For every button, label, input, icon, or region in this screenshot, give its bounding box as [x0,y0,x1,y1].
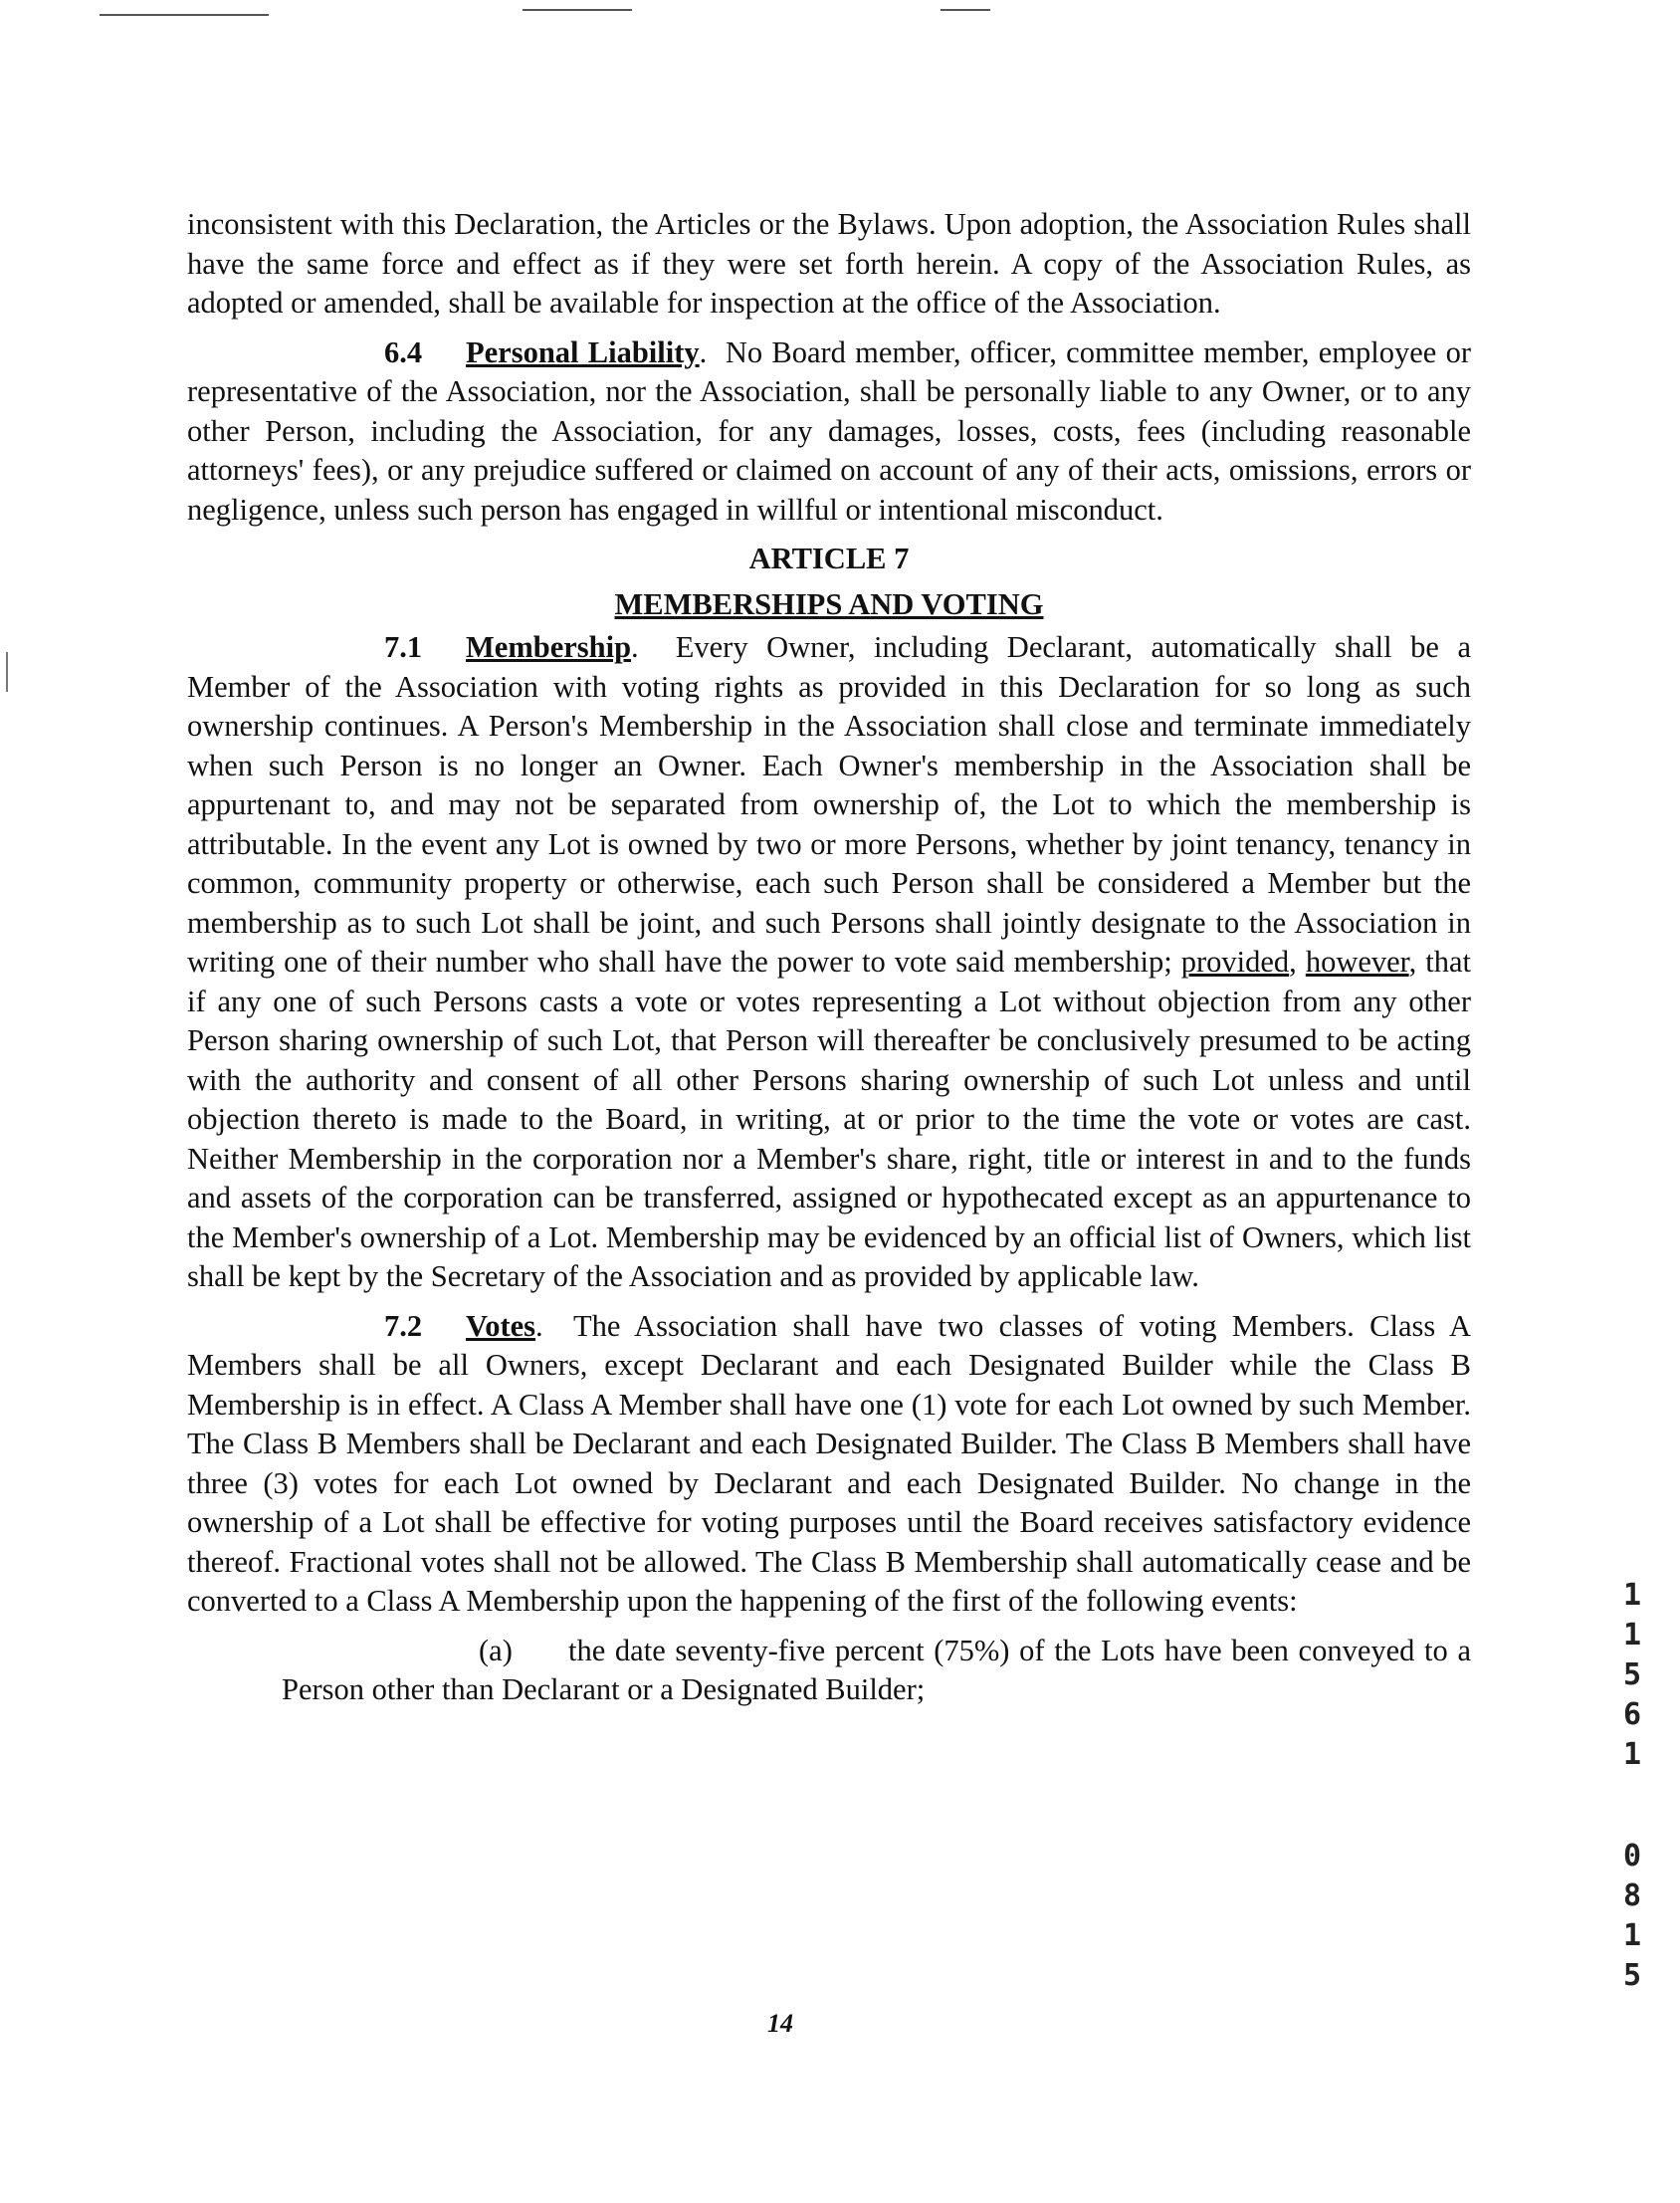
stamp-digit: 1 [1622,1578,1642,1613]
section-6-4: 6.4 Personal Liability. No Board member, officer, committee member, employee or representative of the Association, nor the Association, shall be personally liable to any Owner, or to any other Person, including the Association, for any damages, losses, costs, fees (including reasonable attorneys' fees), or any prejudice suffered or claimed on account of any of their acts, omissions, errors or negligence, unless such person has engaged in willful or intentional misconduct. [187,334,1471,527]
stamp-digit: 1 [1622,1618,1642,1652]
section-title: Personal Liability [466,334,700,369]
item-body: the date seventy-five percent (75%) of the Lots have been conveyed to a Person other than Declarant or a Designated Builder; [282,1633,1471,1706]
section-body-part1: Every Owner, including Declarant, automatically shall be a Member of the Association with voting rights as provided in this Declaration for so long as such ownership continues. A Person's Membership in the Association shall close and terminate immediately when such Person is no longer an Owner. Each Owner's membership in the Association shall be appurtenant to, and may not be separated from ownership of, the Lot to which the membership is attributable. In the event any Lot is owned by two or more Persons, whether by joint tenancy, tenancy in common, community property or otherwise, each such Person shall be considered a Member but the membership as to such Lot shall be joint, and such Persons shall jointly designate to the Association in writing one of their number who shall have the power to vote said membership; [187,630,1472,979]
scan-mark-top-center [523,9,632,11]
scan-mark-top-left [100,14,269,16]
stamp-digit: 0 [1622,1839,1642,1873]
stamp-digit: 1 [1622,1918,1642,1953]
side-stamp [1618,1576,1646,1996]
item-label: (a) [479,1633,513,1667]
section-body-part2: that if any one of such Persons casts a vote or votes representing a Lot without objection from any other Person sharing ownership of such Lot, that Person will thereafter be conclusively presumed to be acting with the authority and consent of all other Persons sharing ownership of such Lot unless and until objection thereto is made to the Board, in writing, at or prior to the time the vote or votes are cast. Neither Membership in the corporation nor a Member's share, right, title or interest in and to the funds and assets of the corporation can be transferred, assigned or hypothecated except as an appurtenance to the Member's ownership of a Lot. Membership may be evidenced by an official list of Owners, which list shall be kept by the Secretary of the Association and as provided by applicable law. [187,945,1472,1293]
section-body: The Association shall have two classes of voting Members. Class A Members shall be all Owners, except Declarant and each Designated Builder while the Class B Membership is in effect. A Class A Member shall have one (1) vote for each Lot owned by such Member. The Class B Members shall be Declarant and each Designated Builder. The Class B Members shall have three (3) votes for each Lot owned by Declarant and each Designated Builder. No change in the ownership of a Lot shall be effective for voting purposes until the Board receives satisfactory evidence thereof. Fractional votes shall not be allowed. The Class B Membership shall automatically cease and be converted to a Class A Membership upon the happening of the first of the following events: [187,1308,1471,1618]
stamp-digit: 5 [1622,1958,1642,1993]
stamp-digit: 6 [1622,1697,1642,1732]
stamp-digit: 8 [1622,1878,1642,1913]
scan-mark-left-edge [6,652,8,692]
stamp-digit: 5 [1622,1657,1642,1692]
section-number: 7.1 [384,630,423,664]
item-a [282,1632,1471,1710]
section-title: Membership [466,630,632,664]
section-7-1: 7.1 Membership. Every Owner, including Declarant, automatically shall be a Member of the Association with voting rights as provided in this Declaration for so long as such ownership continues. A Person's Membership in the Association shall close and terminate immediately when such Person is no longer an Owner. Each Owner's membership in the Association shall be appurtenant to, and may not be separated from ownership of, the Lot to which the membership is attributable. In the event any Lot is owned by two or more Persons, whether by joint tenancy, tenancy in common, community property or otherwise, each such Person shall be considered a Member but the membership as to such Lot shall be joint, and such Persons shall jointly designate to the Association in writing one of their number who shall have the power to vote said membership; provided, however, that if any one of such Persons casts a vote or votes representing a Lot without objection from any other Person sharing ownership of such Lot, that Person will thereafter be conclusively presumed to be acting with the authority and consent of all other Persons sharing ownership of such Lot unless and until objection thereto is made to the Board, in writing, at or prior to the time the vote or votes are cast. Neither Membership in the corporation nor a Member's share, right, title or interest in and to the funds and assets of the corporation can be transferred, assigned or hypothecated except as an appurtenance to the Member's ownership of a Lot. Membership may be evidenced by an official list of Owners, which list shall be kept by the Secretary of the Association and as provided by applicable law. [187,630,1472,1293]
section-title: Votes [466,1308,536,1343]
article-title: MEMBERSHIPS AND VOTING [614,586,1044,621]
article-heading: ARTICLE 7 [748,542,910,575]
stamp-digit: 1 [1622,1737,1642,1772]
section-body: No Board member, officer, committee member, employee or representative of the Association, nor the Association, shall be personally liable to any Owner, or to any other Person, including the Association, for any damages, losses, costs, fees (including reasonable attorneys' fees), or any prejudice suffered or claimed on account of any of their acts, omissions, errors or negligence, unless such person has engaged in willful or intentional misconduct. [187,334,1471,527]
section-number: 6.4 [384,334,423,369]
section-7-2: 7.2 Votes. The Association shall have two classes of voting Members. Class A Members shall be all Owners, except Declarant and each Designated Builder while the Class B Membership is in effect. A Class A Member shall have one (1) vote for each Lot owned by such Member. The Class B Members shall be Declarant and each Designated Builder. The Class B Members shall have three (3) votes for each Lot owned by Declarant and each Designated Builder. No change in the ownership of a Lot shall be effective for voting purposes until the Board receives satisfactory evidence thereof. Fractional votes shall not be allowed. The Class B Membership shall automatically cease and be converted to a Class A Membership upon the happening of the first of the following events: [187,1308,1471,1618]
document-body [187,205,1471,1710]
section-number: 7.2 [384,1308,423,1343]
scan-mark-top-right [941,9,990,11]
provided-term: provided [1180,945,1290,979]
however-term: however [1305,945,1409,979]
page-number: 14 [767,2009,793,2038]
intro-paragraph: inconsistent with this Declaration, the Articles or the Bylaws. Upon adoption, the Association Rules shall have the same force and effect as if they were set forth herein. A copy of the Association Rules, as adopted or amended, shall be available for inspection at the office of the Association. [187,207,1471,320]
